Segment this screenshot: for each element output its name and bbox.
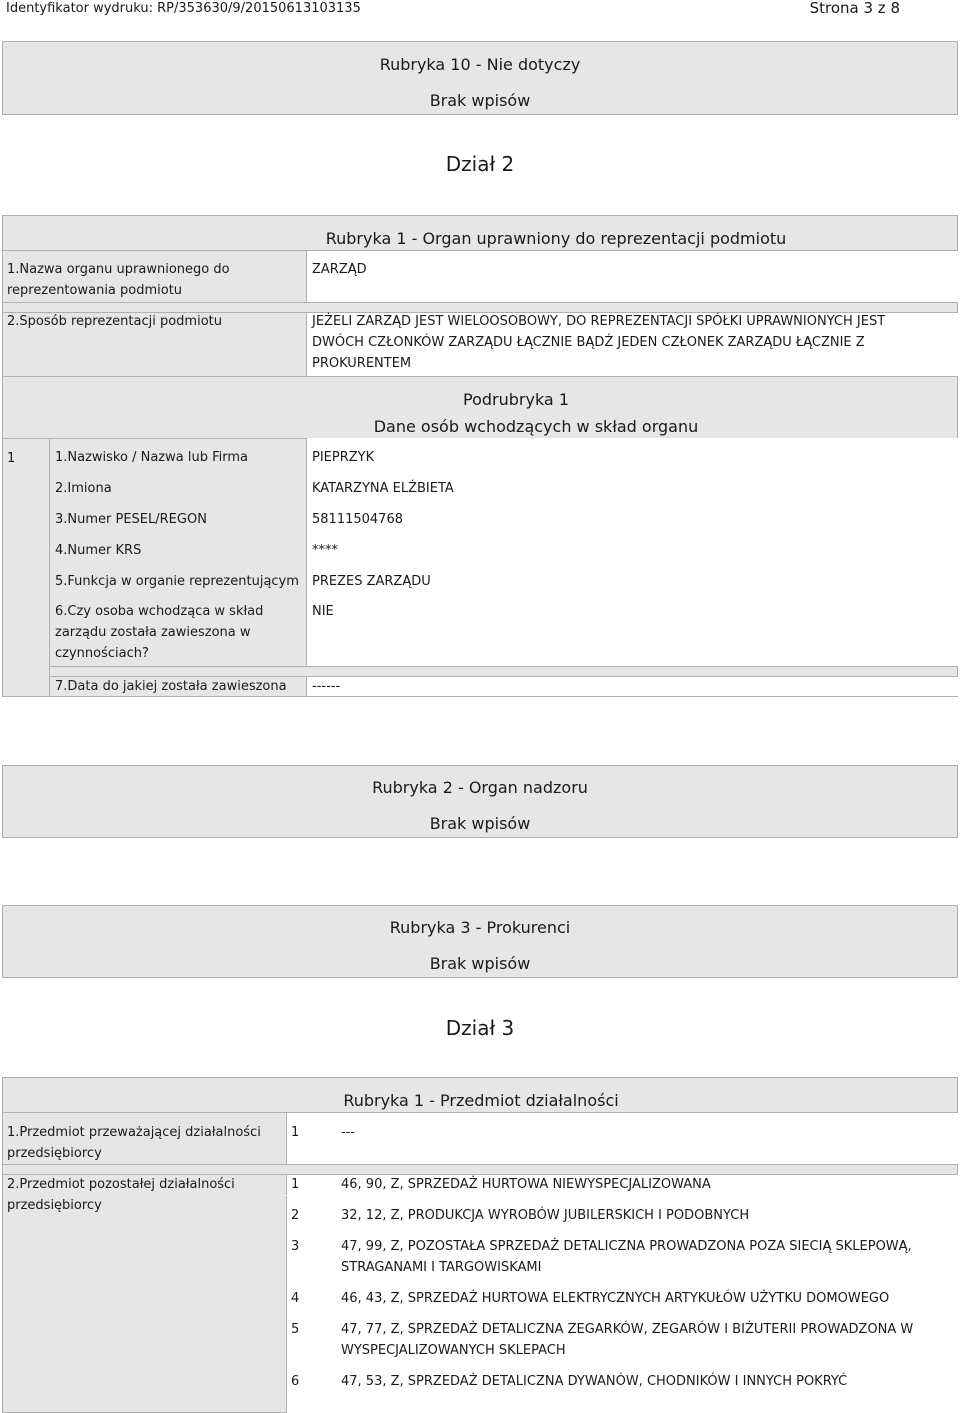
subsection-subtitle: Dane osób wchodzących w skład organu [373, 417, 699, 436]
subsection-title: Podrubryka 1 [463, 390, 569, 409]
organ-rubryka-title: Rubryka 1 - Organ uprawniony do reprezentacji podmiotu [325, 229, 787, 248]
activity-main-panel [286, 1112, 958, 1164]
main-activity-value: --- [341, 1125, 356, 1140]
main-activity-label: 1.Przedmiot przeważającej działalności przedsiębiorcy [7, 1125, 261, 1161]
page-number: Strona 3 z 8 [809, 0, 900, 17]
pesel-label: 3.Numer PESEL/REGON [55, 512, 207, 527]
suspension-date-label: 7.Data do jakiej została zawieszona [55, 679, 287, 694]
organ-name-value: ZARZĄD [312, 262, 367, 277]
person-values-panel [306, 438, 958, 666]
rubryka-10-title: Rubryka 10 - Nie dotyczy [379, 55, 581, 74]
list-item-number: 1 [291, 1177, 300, 1192]
dzial-2-title: Dział 2 [445, 152, 515, 176]
rubryka-3-title: Rubryka 3 - Prokurenci [389, 918, 571, 937]
rubryka-3-empty: Brak wpisów [429, 954, 531, 973]
print-identifier: Identyfikator wydruku: RP/353630/9/20150613103135 [6, 1, 361, 16]
activity-rubryka-title: Rubryka 1 - Przedmiot działalności [343, 1091, 619, 1110]
organ-name-label: 1.Nazwa organu uprawnionego do reprezentowania podmiotu [7, 262, 230, 298]
function-label: 5.Funkcja w organie reprezentującym [55, 574, 299, 589]
list-item: 46, 43, Z, SPRZEDAŻ HURTOWA ELEKTRYCZNYCH ARTYKUŁÓW UŻYTKU DOMOWEGO [341, 1291, 890, 1306]
rubryka-10-empty: Brak wpisów [429, 91, 531, 110]
list-item: 46, 90, Z, SPRZEDAŻ HURTOWA NIEWYSPECJALIZOWANA [341, 1177, 711, 1192]
representation-value: JEŻELI ZARZĄD JEST WIELOOSOBOWY, DO REPREZENTACJI SPÓŁKI UPRAWNIONYCH JEST DWÓCH CZŁONKÓW ZARZĄDU ŁĄCZNIE BĄDŹ JEDEN CZŁONEK ZARZĄDU ŁĄCZNIE Z PROKURENTEM [312, 314, 886, 371]
suspension-date-value: ------ [312, 679, 341, 694]
list-item-number: 3 [291, 1239, 300, 1254]
list-item: 47, 53, Z, SPRZEDAŻ DETALICZNA DYWANÓW, CHODNIKÓW I INNYCH POKRYĆ [341, 1374, 848, 1389]
suspended-value: NIE [312, 604, 334, 619]
list-item: 32, 12, Z, PRODUKCJA WYROBÓW JUBILERSKICH I PODOBNYCH [341, 1208, 750, 1223]
rubryka-2-title: Rubryka 2 - Organ nadzoru [372, 778, 588, 797]
krs-value: **** [312, 543, 338, 558]
list-item-number: 2 [291, 1208, 300, 1223]
suspended-label: 6.Czy osoba wchodząca w skład zarządu została zawieszona w czynnościach? [55, 604, 264, 661]
function-value: PREZES ZARZĄDU [312, 574, 431, 589]
rubryka-2-empty: Brak wpisów [429, 814, 531, 833]
first-names-value: KATARZYNA ELŻBIETA [312, 481, 454, 496]
pesel-value: 58111504768 [312, 512, 403, 527]
first-names-label: 2.Imiona [55, 481, 112, 496]
krs-label: 4.Numer KRS [55, 543, 142, 558]
surname-label: 1.Nazwisko / Nazwa lub Firma [55, 450, 248, 465]
list-item-number: 4 [291, 1291, 300, 1306]
main-activity-number: 1 [291, 1125, 300, 1140]
list-item-number: 5 [291, 1322, 300, 1337]
other-activity-label: 2.Przedmiot pozostałej działalności przedsiębiorcy [7, 1177, 235, 1213]
dzial-3-title: Dział 3 [445, 1016, 515, 1040]
person-entry-number: 1 [7, 451, 16, 466]
person-values-panel-last [306, 676, 958, 696]
list-item: 47, 77, Z, SPRZEDAŻ DETALICZNA ZEGARKÓW, ZEGARÓW I BIŻUTERII PROWADZONA W WYSPECJALIZOWANYCH SKLEPACH [341, 1322, 914, 1358]
representation-label: 2.Sposób reprezentacji podmiotu [7, 314, 222, 329]
surname-value: PIEPRZYK [312, 450, 375, 465]
organ-value-panel-1 [306, 250, 958, 302]
list-item-number: 6 [291, 1374, 300, 1389]
list-item: 47, 99, Z, POZOSTAŁA SPRZEDAŻ DETALICZNA PROWADZONA POZA SIECIĄ SKLEPOWĄ, STRAGANAMI I TARGOWISKAMI [341, 1239, 912, 1275]
